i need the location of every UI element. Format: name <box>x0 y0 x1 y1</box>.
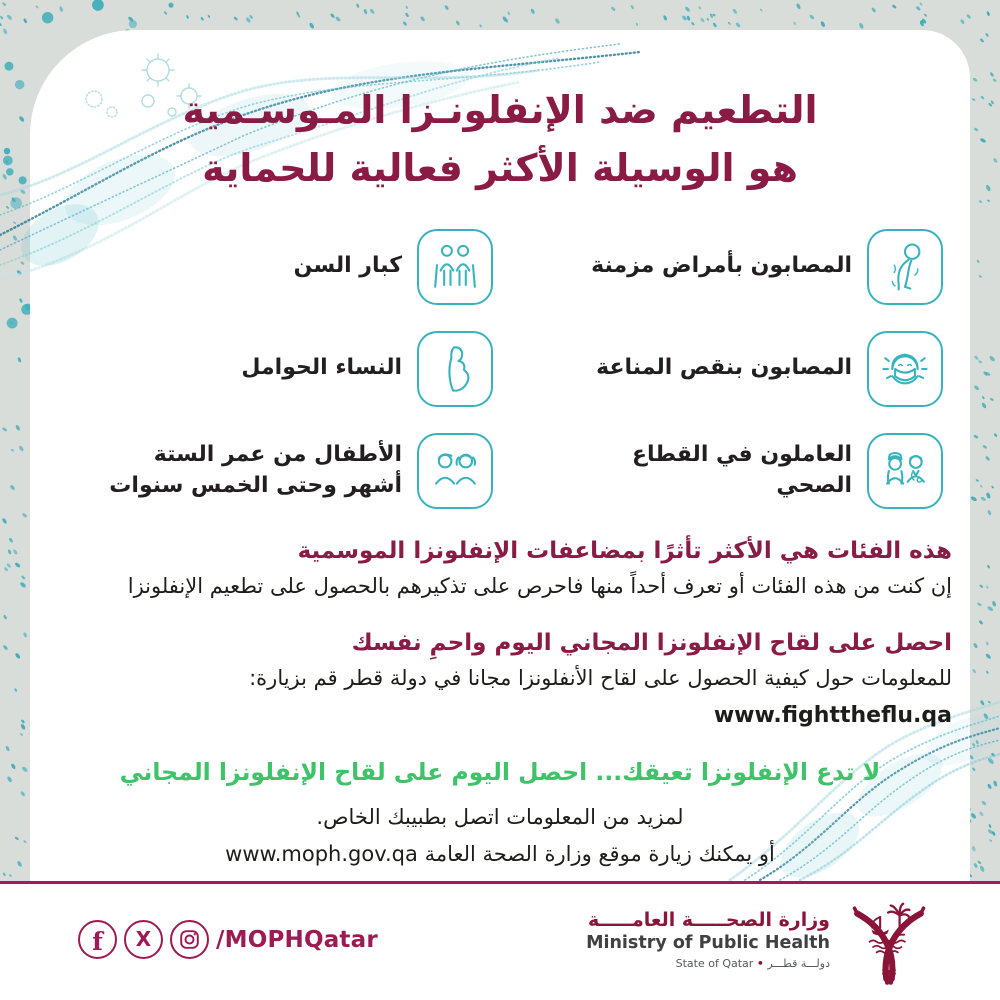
group-label: المصابون بنقص المناعة <box>596 355 852 381</box>
facebook-icon[interactable] <box>78 920 117 959</box>
ministry-name-english: Ministry of Public Health <box>586 933 830 954</box>
x-twitter-icon[interactable] <box>124 920 163 959</box>
section-get-vaccine <box>30 628 970 728</box>
group-label: كبار السن <box>293 253 402 279</box>
state-of-qatar-line <box>586 957 830 970</box>
group-label: الأطفال من عمر الستة أشهر وحتى الخمس سنوات <box>109 441 402 498</box>
footer <box>0 884 1000 1000</box>
group-label: العاملون في القطاع الصحي <box>632 441 852 498</box>
group-chronic-diseases <box>507 228 943 306</box>
x-glyph: X <box>135 927 152 951</box>
title-line-2: هو الوسيلة الأكثر فعالية للحماية <box>202 145 798 190</box>
group-immunodeficiency <box>507 330 943 408</box>
social-handle[interactable]: /MOPHQatar <box>216 927 378 953</box>
section-cta <box>30 756 970 870</box>
facebook-glyph: f <box>92 926 103 956</box>
group-label: المصابون بأمراض مزمنة <box>591 253 852 279</box>
health-workers-icon <box>867 433 943 509</box>
immunodeficiency-icon <box>867 331 943 407</box>
state-english: State of Qatar <box>675 957 754 971</box>
moph-logo <box>586 894 934 986</box>
title-line-1: التطعيم ضد الإنفلونـزا المـوسـمية <box>182 88 818 132</box>
group-health-workers <box>507 432 943 510</box>
chronic-disease-icon <box>867 229 943 305</box>
pregnant-women-icon <box>417 331 493 407</box>
poster-title <box>30 82 970 198</box>
cta-body-1: لمزيد من المعلومات اتصل بطبيبك الخاص. <box>316 805 684 830</box>
section-heading: احصل على لقاح الإنفلونزا المجاني اليوم واحمِ نفسك <box>351 630 952 657</box>
card-content <box>30 30 970 882</box>
risk-groups-grid <box>57 228 943 510</box>
elderly-icon <box>417 229 493 305</box>
social-links <box>78 920 382 959</box>
group-pregnant-women <box>57 330 493 408</box>
bullet-separator: • <box>756 957 764 971</box>
section-body: إن كنت من هذه الفئات أو تعرف أحداً منها فاحرص على تذكيرهم بالحصول على تطعيم الإنفلونزا <box>127 573 952 598</box>
group-label: النساء الحوامل <box>241 355 402 381</box>
fighttheflu-url[interactable]: www.fighttheflu.qa <box>713 702 952 728</box>
group-children <box>57 432 493 510</box>
cta-body-2: أو يمكنك زيارة موقع وزارة الصحة العامة www.moph.gov.qa <box>225 841 775 866</box>
state-arabic: دولـــة قطـــر <box>767 957 830 971</box>
children-icon <box>417 433 493 509</box>
instagram-icon[interactable] <box>170 920 209 959</box>
cta-heading: لا تدع الإنفلونزا تعيقك... احصل اليوم على لقاح الإنفلونزا المجاني <box>119 757 881 786</box>
section-most-affected <box>30 536 970 603</box>
section-body: للمعلومات حول كيفية الحصول على لقاح الأنفلونزا مجانا في دولة قطر قم بزيارة: <box>249 666 952 691</box>
ministry-name-arabic: وزارة الصحـــــة العامـــــة <box>588 908 830 931</box>
group-elderly <box>57 228 493 306</box>
section-heading: هذه الفئات هي الأكثر تأثرًا بمضاعفات الإنفلونزا الموسمية <box>297 537 952 564</box>
moph-logo-text <box>586 909 830 971</box>
qatar-emblem-icon <box>844 894 934 986</box>
